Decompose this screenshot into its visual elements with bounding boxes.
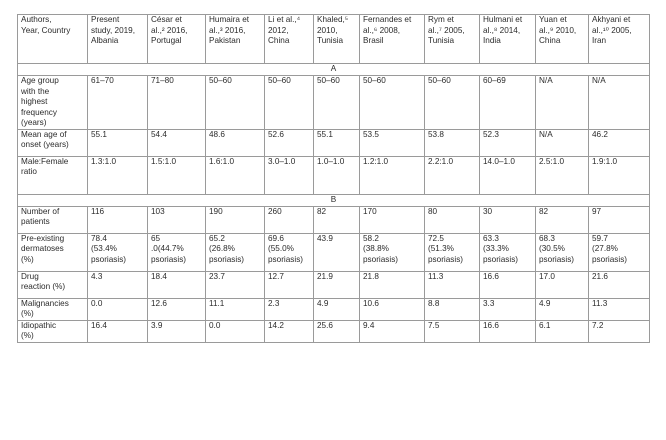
- table-cell: 17.0: [536, 271, 589, 298]
- table-cell: 71–80: [148, 76, 206, 130]
- table-row: [18, 129, 650, 156]
- row-label: Age group with the highest frequency (years): [18, 76, 88, 130]
- table-cell: 55.1: [314, 129, 360, 156]
- table-cell: 3.0–1.0: [265, 156, 314, 194]
- section-row-b: [18, 194, 650, 206]
- table-cell: 48.6: [206, 129, 265, 156]
- header-cell-study: Rym et al.,⁷ 2005, Tunisia: [425, 15, 480, 64]
- header-cell-study: Li et al.,⁴ 2012, China: [265, 15, 314, 64]
- table-cell: 12.6: [148, 298, 206, 320]
- table-cell: 0.0: [206, 320, 265, 342]
- header-cell-study: Hulmani et al.,⁸ 2014, India: [480, 15, 536, 64]
- table-cell: 69.6 (55.0% psoriasis): [265, 233, 314, 271]
- table-cell: 50–60: [265, 76, 314, 130]
- table-cell: 2.2:1.0: [425, 156, 480, 194]
- table-cell: 1.2:1.0: [360, 156, 425, 194]
- table-cell: 4.3: [88, 271, 148, 298]
- table-row: [18, 156, 650, 194]
- table-cell: 11.3: [425, 271, 480, 298]
- table-cell: 82: [314, 206, 360, 233]
- table-cell: 52.3: [480, 129, 536, 156]
- row-label: Male:Female ratio: [18, 156, 88, 194]
- table-cell: 43.9: [314, 233, 360, 271]
- table-cell: 23.7: [206, 271, 265, 298]
- table-cell: N/A: [536, 76, 589, 130]
- table-cell: 10.6: [360, 298, 425, 320]
- table-cell: 82: [536, 206, 589, 233]
- table-row: [18, 320, 650, 342]
- section-label-b: B: [18, 194, 650, 206]
- table-cell: 1.5:1.0: [148, 156, 206, 194]
- table-cell: 50–60: [360, 76, 425, 130]
- table-cell: 3.3: [480, 298, 536, 320]
- section-label-a: A: [18, 64, 650, 76]
- table-cell: 1.6:1.0: [206, 156, 265, 194]
- table-cell: 65.2 (26.8% psoriasis): [206, 233, 265, 271]
- header-cell-study: César et al.,² 2016, Portugal: [148, 15, 206, 64]
- row-label: Malignancies (%): [18, 298, 88, 320]
- table-cell: 9.4: [360, 320, 425, 342]
- table-cell: 46.2: [589, 129, 650, 156]
- table-cell: 170: [360, 206, 425, 233]
- table-cell: 61–70: [88, 76, 148, 130]
- table-cell: 103: [148, 206, 206, 233]
- data-table: [17, 14, 650, 343]
- header-cell-study: Akhyani et al.,¹⁰ 2005, Iran: [589, 15, 650, 64]
- table-cell: 3.9: [148, 320, 206, 342]
- table-row: [18, 233, 650, 271]
- header-cell-study: Yuan et al.,⁹ 2010, China: [536, 15, 589, 64]
- table-cell: 21.9: [314, 271, 360, 298]
- table-cell: 60–69: [480, 76, 536, 130]
- table-cell: 54.4: [148, 129, 206, 156]
- table-cell: 21.8: [360, 271, 425, 298]
- table-cell: 2.5:1.0: [536, 156, 589, 194]
- header-cell-authors: Authors, Year, Country: [18, 15, 88, 64]
- table-cell: 2.3: [265, 298, 314, 320]
- table-cell: 78.4 (53.4% psoriasis): [88, 233, 148, 271]
- row-label: Drug reaction (%): [18, 271, 88, 298]
- row-label: Pre-existing dermatoses (%): [18, 233, 88, 271]
- table-cell: 7.2: [589, 320, 650, 342]
- table-cell: 53.5: [360, 129, 425, 156]
- table-cell: 58.2 (38.8% psoriasis): [360, 233, 425, 271]
- table-cell: 50–60: [314, 76, 360, 130]
- table-cell: N/A: [536, 129, 589, 156]
- table-cell: 14.0–1.0: [480, 156, 536, 194]
- table-cell: 12.7: [265, 271, 314, 298]
- table-row: [18, 206, 650, 233]
- table-cell: 14.2: [265, 320, 314, 342]
- table-cell: 6.1: [536, 320, 589, 342]
- table-cell: 30: [480, 206, 536, 233]
- table-cell: 8.8: [425, 298, 480, 320]
- table-cell: 11.3: [589, 298, 650, 320]
- table-cell: N/A: [589, 76, 650, 130]
- table-cell: 25.6: [314, 320, 360, 342]
- table-cell: 50–60: [425, 76, 480, 130]
- header-cell-study: Present study, 2019, Albania: [88, 15, 148, 64]
- table-cell: 260: [265, 206, 314, 233]
- table-cell: 53.8: [425, 129, 480, 156]
- table-cell: 63.3 (33.3% psoriasis): [480, 233, 536, 271]
- row-label: Idiopathic (%): [18, 320, 88, 342]
- header-row: [18, 15, 650, 64]
- table-cell: 68.3 (30.5% psoriasis): [536, 233, 589, 271]
- table-cell: 7.5: [425, 320, 480, 342]
- table-cell: 4.9: [314, 298, 360, 320]
- row-label: Mean age of onset (years): [18, 129, 88, 156]
- row-label: Number of patients: [18, 206, 88, 233]
- table-row: [18, 271, 650, 298]
- table-cell: 16.6: [480, 271, 536, 298]
- table-row: [18, 298, 650, 320]
- table-cell: 16.6: [480, 320, 536, 342]
- table-cell: 55.1: [88, 129, 148, 156]
- table-cell: 1.3:1.0: [88, 156, 148, 194]
- table-cell: 97: [589, 206, 650, 233]
- header-cell-study: Khaled,⁵ 2010, Tunisia: [314, 15, 360, 64]
- header-cell-study: Humaira et al.,³ 2016, Pakistan: [206, 15, 265, 64]
- header-cell-study: Fernandes et al.,⁶ 2008, Brasil: [360, 15, 425, 64]
- section-row-a: [18, 64, 650, 76]
- table-cell: 65 .0(44.7% psoriasis): [148, 233, 206, 271]
- table-cell: 4.9: [536, 298, 589, 320]
- table-cell: 50–60: [206, 76, 265, 130]
- table-cell: 1.0–1.0: [314, 156, 360, 194]
- table-cell: 11.1: [206, 298, 265, 320]
- table-cell: 72.5 (51.3% psoriasis): [425, 233, 480, 271]
- table-cell: 18.4: [148, 271, 206, 298]
- table-cell: 52.6: [265, 129, 314, 156]
- table-cell: 0.0: [88, 298, 148, 320]
- table-cell: 16.4: [88, 320, 148, 342]
- table-row: [18, 76, 650, 130]
- table-cell: 80: [425, 206, 480, 233]
- table-cell: 1.9:1.0: [589, 156, 650, 194]
- table-cell: 59.7 (27.8% psoriasis): [589, 233, 650, 271]
- table-cell: 116: [88, 206, 148, 233]
- table-cell: 21.6: [589, 271, 650, 298]
- table-cell: 190: [206, 206, 265, 233]
